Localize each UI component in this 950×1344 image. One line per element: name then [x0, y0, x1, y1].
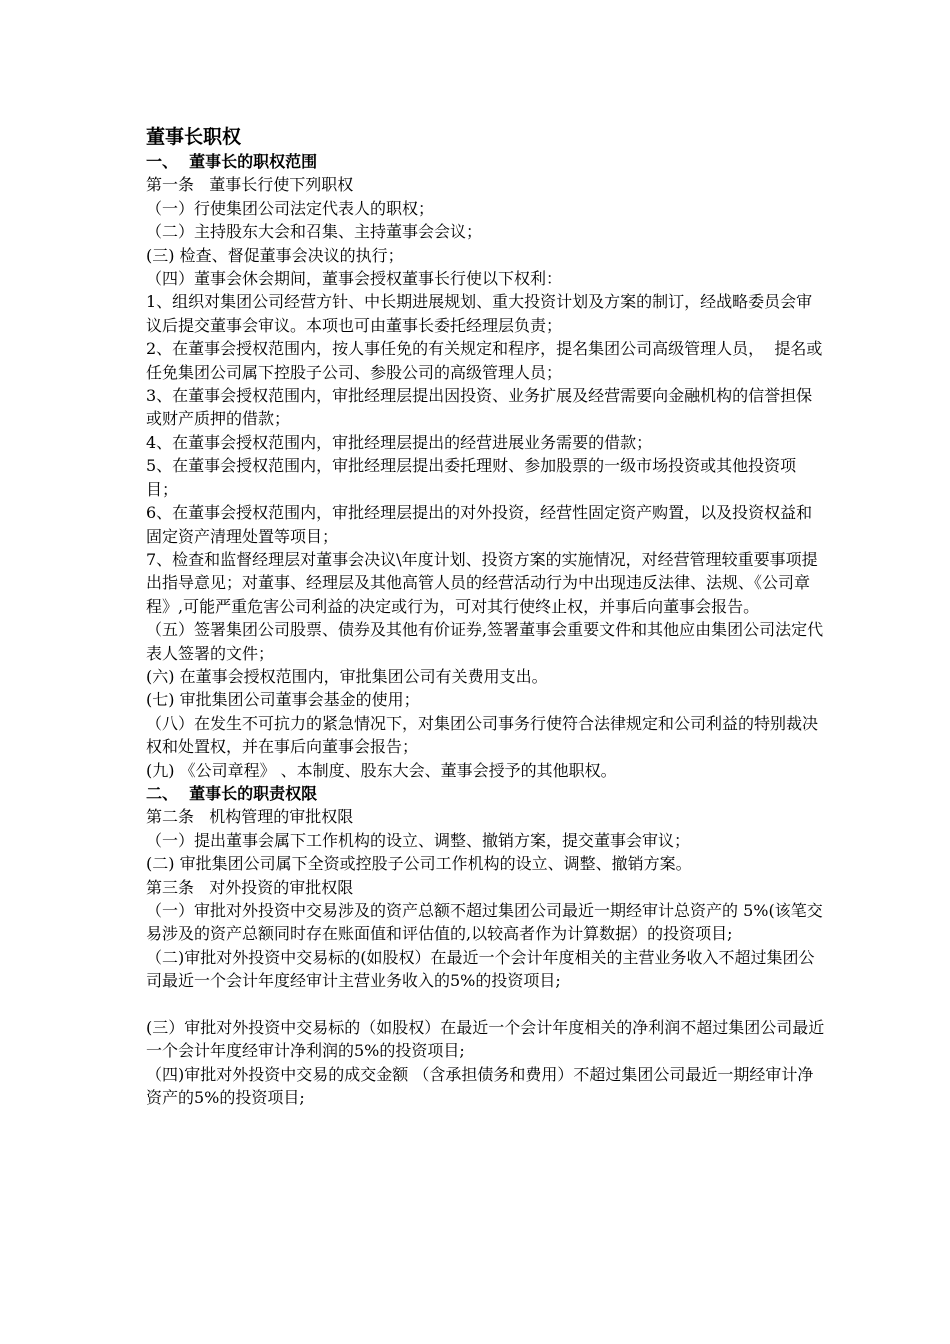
blank-line	[146, 993, 826, 1016]
section-heading-1: 一、 董事长的职权范围	[146, 152, 318, 171]
document-page	[146, 124, 826, 1110]
paragraph: 7、检查和监督经理层对董事会决议\年度计划、投资方案的实施情况，对经营管理较重要事项提出指导意见；对董事、经理层及其他高管人员的经营活动行为中出现违反法律、法规、《公司章程》,可能严重危害公司利益的决定或行为，可对其行使终止权，并事后向董事会报告。	[146, 549, 818, 616]
document-title: 董事长职权	[146, 126, 242, 148]
paragraph: （五）签署集团公司股票、债券及其他有价证券,签署董事会重要文件和其他应由集团公司法定代表人签署的文件；	[146, 620, 824, 663]
paragraph: 4、在董事会授权范围内，审批经理层提出的经营进展业务需要的借款；	[146, 432, 653, 452]
paragraph: （一）审批对外投资中交易涉及的资产总额不超过集团公司最近一期经审计总资产的 5%(该笔交易涉及的资产总额同时存在账面值和评估值的,以较高者作为计算数据）的投资项目;	[146, 901, 823, 944]
paragraph: (三）审批对外投资中交易标的（如股权）在最近一个会计年度相关的净利润不超过集团公司最近一个会计年度经审计净利润的5%的投资项目;	[146, 1018, 825, 1061]
paragraph: 3、在董事会授权范围内，审批经理层提出因投资、业务扩展及经营需要向金融机构的信誉担保或财产质押的借款；	[146, 386, 813, 429]
paragraph: (三) 检查、督促董事会决议的执行；	[146, 245, 404, 265]
paragraph: （四）董事会休会期间，董事会授权董事长行使以下权利：	[146, 269, 563, 289]
paragraph: （一）提出董事会属下工作机构的设立、调整、撤销方案，提交董事会审议；	[146, 830, 691, 850]
paragraph: 第一条 董事长行使下列职权	[146, 175, 354, 195]
paragraph: 第三条 对外投资的审批权限	[146, 877, 354, 897]
paragraph: 2、在董事会授权范围内，按人事任免的有关规定和程序，提名集团公司高级管理人员， 提名或任免集团公司属下控股子公司、参股公司的高级管理人员；	[146, 339, 823, 382]
paragraph: （一）行使集团公司法定代表人的职权；	[146, 198, 435, 218]
paragraph: 1、组织对集团公司经营方针、中长期进展规划、重大投资计划及方案的制订，经战略委员会审议后提交董事会审议。本项也可由董事长委托经理层负责；	[146, 292, 813, 335]
paragraph: （二）主持股东大会和召集、主持董事会会议；	[146, 222, 483, 242]
paragraph: 6、在董事会授权范围内，审批经理层提出的对外投资，经营性固定资产购置，以及投资权益和固定资产清理处置等项目；	[146, 503, 813, 546]
section-heading-2: 二、 董事长的职责权限	[146, 783, 318, 803]
paragraph: (六) 在董事会授权范围内，审批集团公司有关费用支出。	[146, 666, 548, 686]
paragraph: 5、在董事会授权范围内，审批经理层提出委托理财、参加股票的一级市场投资或其他投资项目；	[146, 456, 797, 499]
paragraph: （二)审批对外投资中交易标的(如股权）在最近一个会计年度相关的主营业务收入不超过集团公司最近一个会计年度经审计主营业务收入的5%的投资项目;	[146, 947, 815, 991]
paragraph: （八）在发生不可抗力的紧急情况下，对集团公司事务行使符合法律规定和公司利益的特别裁决权和处置权，并在事后向董事会报告；	[146, 713, 819, 757]
paragraph: (七) 审批集团公司董事会基金的使用；	[146, 690, 420, 710]
paragraph: (二) 审批集团公司属下全资或控股子公司工作机构的设立、调整、撤销方案。	[146, 854, 692, 874]
paragraph: 第二条 机构管理的审批权限	[146, 807, 354, 827]
paragraph: （四)审批对外投资中交易的成交金额 （含承担债务和费用）不超过集团公司最近一期经审计净资产的5%的投资项目;	[146, 1064, 814, 1108]
paragraph: (九) 《公司章程》 、本制度、股东大会、董事会授予的其他职权。	[146, 760, 617, 780]
